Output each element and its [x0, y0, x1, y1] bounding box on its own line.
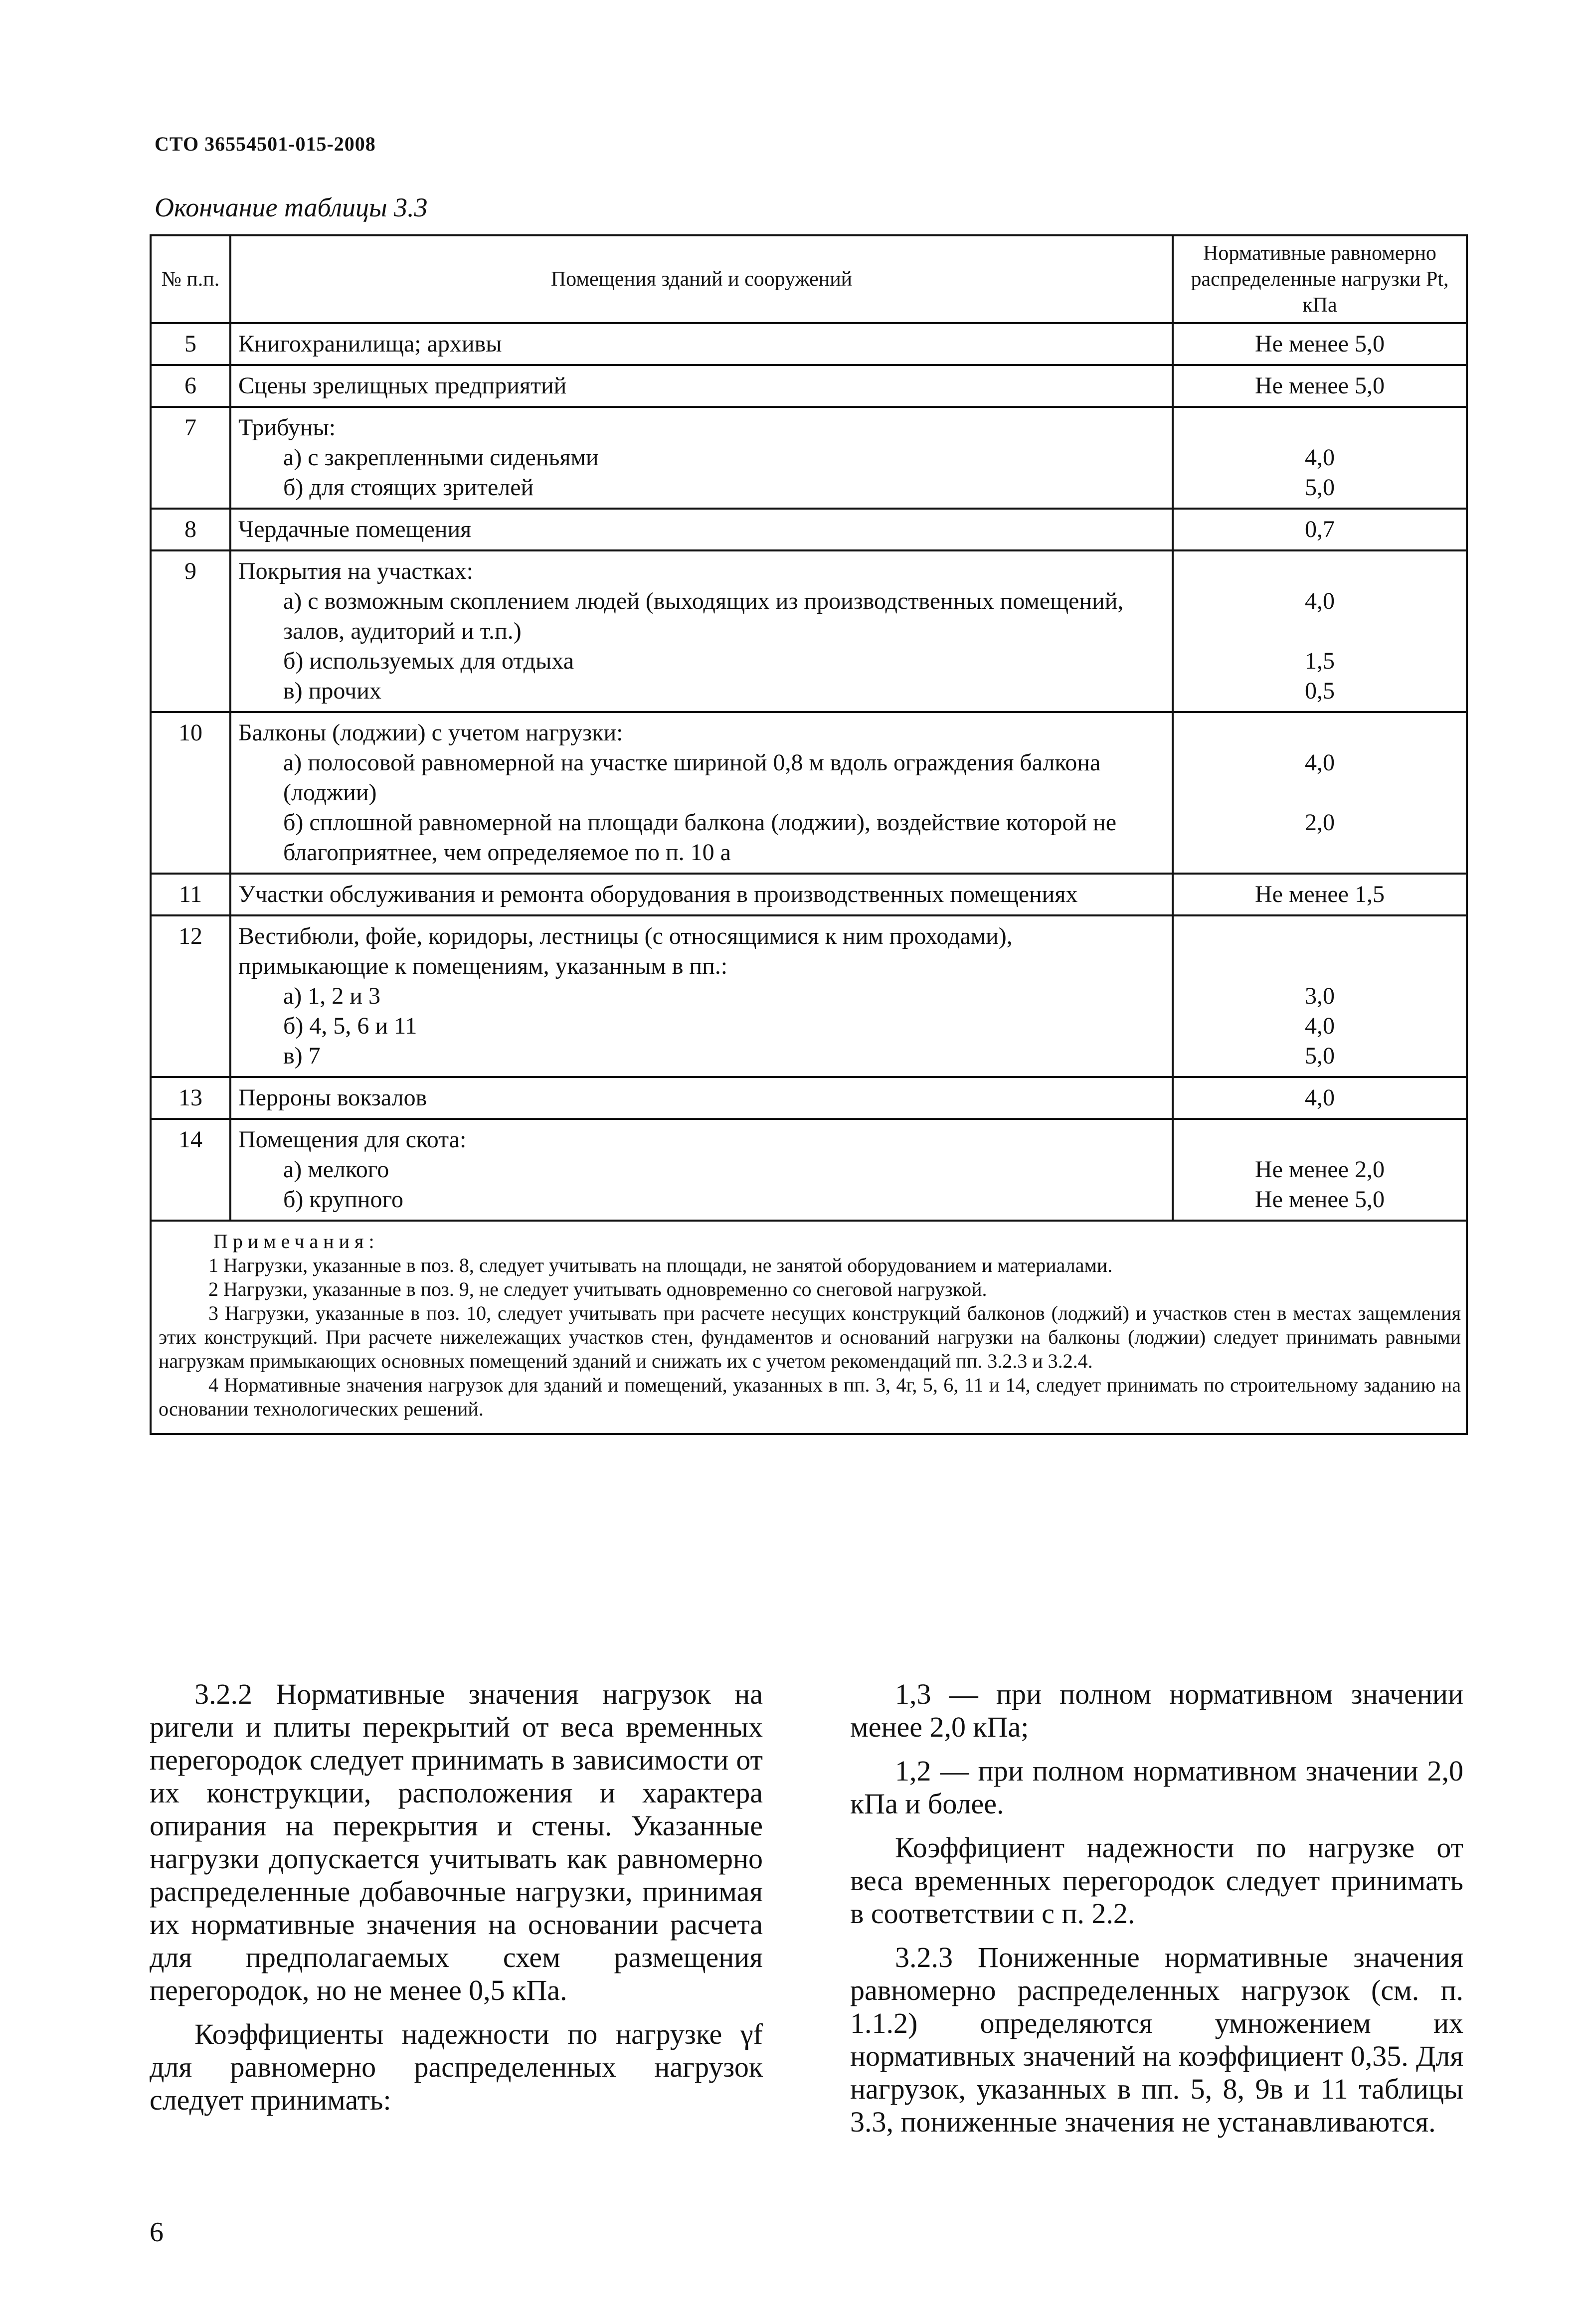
table-row: [151, 323, 1467, 365]
row-description: [230, 365, 1173, 407]
paragraph-coef-1-2: 1,2 — при полном нормативном значении 2,0 кПа и более.: [850, 1755, 1463, 1820]
row-number: 12: [151, 915, 230, 1077]
table-row: [151, 712, 1467, 874]
row-value-text: 0,7: [1305, 516, 1335, 542]
row-subitem: в) 7: [283, 1043, 321, 1069]
header-load: Нормативные равномерно распределенные нагрузки Pt, кПа: [1173, 235, 1467, 323]
row-value: [1173, 874, 1467, 915]
row-description: [230, 712, 1173, 874]
row-title: Перроны вокзалов: [238, 1084, 427, 1111]
row-number: 10: [151, 712, 230, 874]
value-spacer: [1177, 413, 1463, 443]
paragraph-3-2-3: 3.2.3 Пониженные нормативные значения равномерно распределенных нагрузок (см. п. 1.1.2) определяются умножением их нормативных значений на коэффициент 0,35. Для нагрузок, указанных в пп. 5, 8, 9в и 11 таблицы 3.3, пониженные значения не устанавливаются.: [850, 1941, 1463, 2138]
paragraph-3-2-2: 3.2.2 Нормативные значения нагрузок на ригели и плиты перекрытий от веса временных перегородок следует принимать в зависимости от их конструкции, расположения и характера опирания на перекрытия и стены. Указанные нагрузки допускается учитывать как равномерно распределенные добавочные нагрузки, принимая их нормативные значения на основании расчета для предполагаемых схем размещения перегородок, но не менее 0,5 кПа.: [150, 1678, 763, 2006]
paragraph-coef-1-3: 1,3 — при полном нормативном значении менее 2,0 кПа;: [850, 1678, 1463, 1743]
row-value-text: 4,0: [1305, 1084, 1335, 1111]
row-subitem-value: 4,0: [1305, 749, 1335, 776]
row-number: 13: [151, 1077, 230, 1119]
table-row: [151, 874, 1467, 915]
note-4: 4 Нормативные значения нагрузок для зданий и помещений, указанных в пп. 3, 4г, 5, 6, 11 и 14, следует принимать по строительному заданию на основании технологических решений.: [159, 1374, 1461, 1420]
row-title: Покрытия на участках:: [238, 558, 473, 584]
paragraph-reliability: Коэффициенты надежности по нагрузке γf для равномерно распределенных нагрузок следует принимать:: [150, 2018, 763, 2116]
row-description: [230, 323, 1173, 365]
row-value: [1173, 915, 1467, 1077]
row-subitem-value: Не менее 2,0: [1255, 1156, 1385, 1183]
value-spacer: [1177, 1125, 1463, 1155]
row-subitem-value: 3,0: [1305, 983, 1335, 1009]
row-title: Сцены зрелищных предприятий: [238, 372, 567, 399]
note-3: 3 Нагрузки, указанные в поз. 10, следует учитывать при расчете несущих конструкций балконов (лоджий) и участков стен в местах защемления этих конструкций. При расчете нижележащих участков стен, фундаментов и оснований нагрузки на балконы (лоджии) следует принимать равными нагрузкам примыкающих основных помещений зданий и снижать их с учетом рекомендаций пп. 3.2.3 и 3.2.4.: [159, 1302, 1461, 1372]
table-row: [151, 509, 1467, 550]
paragraph-partitions: Коэффициент надежности по нагрузке от веса временных перегородок следует принимать в соответствии с п. 2.2.: [850, 1831, 1463, 1930]
value-spacer: [1177, 616, 1463, 646]
row-title: Вестибюли, фойе, коридоры, лестницы (с относящимися к ним проходами), примыкающие к помещениям, указанным в пп.:: [238, 923, 1013, 979]
page-number: 6: [150, 2217, 164, 2248]
row-subitem-value: 1,5: [1305, 648, 1335, 674]
row-number: 7: [151, 407, 230, 509]
row-value: [1173, 1077, 1467, 1119]
row-number: 9: [151, 550, 230, 712]
note-2: 2 Нагрузки, указанные в поз. 9, не следует учитывать одновременно со снеговой нагрузкой.: [208, 1278, 987, 1300]
row-subitem: б) 4, 5, 6 и 11: [283, 1013, 417, 1039]
row-title: Балконы (лоджии) с учетом нагрузки:: [238, 719, 623, 746]
table-body: [151, 323, 1467, 1221]
row-subitem-value: 5,0: [1305, 474, 1335, 501]
row-description: [230, 915, 1173, 1077]
row-subitem-value: 4,0: [1305, 1013, 1335, 1039]
table-row: [151, 407, 1467, 509]
row-value-text: Не менее 5,0: [1255, 331, 1385, 357]
row-subitem: а) полосовой равномерной на участке шириной 0,8 м вдоль ограждения балкона (лоджии): [283, 749, 1101, 806]
value-spacer: [1177, 778, 1463, 808]
row-subitem: а) с возможным скоплением людей (выходящих из производственных помещений, залов, аудиторий и т.п.): [283, 588, 1124, 644]
row-number: 8: [151, 509, 230, 550]
row-description: [230, 874, 1173, 915]
row-subitem: в) прочих: [283, 678, 381, 704]
row-value: [1173, 509, 1467, 550]
value-spacer: [1177, 556, 1463, 586]
row-subitem-value: 0,5: [1305, 678, 1335, 704]
table-row: [151, 365, 1467, 407]
row-description: [230, 1077, 1173, 1119]
row-number: 5: [151, 323, 230, 365]
row-value: [1173, 550, 1467, 712]
table-row: [151, 1119, 1467, 1221]
row-subitem-value: 4,0: [1305, 444, 1335, 471]
row-number: 11: [151, 874, 230, 915]
notes-title: Примечания:: [213, 1230, 379, 1252]
row-subitem-value: 4,0: [1305, 588, 1335, 614]
header-num: № п.п.: [151, 235, 230, 323]
table-row: [151, 550, 1467, 712]
note-1: 1 Нагрузки, указанные в поз. 8, следует учитывать на площади, не занятой оборудованием и материалами.: [208, 1254, 1113, 1276]
row-value: [1173, 365, 1467, 407]
row-subitem: а) с закрепленными сиденьями: [283, 444, 599, 471]
document-code: СТО 36554501-015-2008: [155, 133, 376, 155]
row-description: [230, 407, 1173, 509]
table-row: [151, 915, 1467, 1077]
row-subitem: б) сплошной равномерной на площади балкона (лоджии), воздействие которой не благоприятнее, чем определяемое по п. 10 а: [283, 809, 1117, 866]
row-value: [1173, 407, 1467, 509]
table-row: [151, 1077, 1467, 1119]
body-right-column: [850, 1678, 1463, 2149]
row-number: 6: [151, 365, 230, 407]
loads-table: [150, 234, 1468, 1435]
row-value-text: Не менее 5,0: [1255, 372, 1385, 399]
header-premises: Помещения зданий и сооружений: [230, 235, 1173, 323]
row-subitem: б) используемых для отдыха: [283, 648, 574, 674]
row-description: [230, 550, 1173, 712]
row-subitem: а) 1, 2 и 3: [283, 983, 380, 1009]
value-spacer: [1177, 921, 1463, 981]
row-value: [1173, 712, 1467, 874]
row-number: 14: [151, 1119, 230, 1221]
row-subitem: б) для стоящих зрителей: [283, 474, 534, 501]
row-title: Участки обслуживания и ремонта оборудования в производственных помещениях: [238, 881, 1078, 907]
row-title: Книгохранилища; архивы: [238, 331, 502, 357]
row-subitem-value: 2,0: [1305, 809, 1335, 836]
row-description: [230, 1119, 1173, 1221]
row-value: [1173, 1119, 1467, 1221]
table-caption: Окончание таблицы 3.3: [155, 192, 428, 222]
value-spacer: [1177, 718, 1463, 748]
row-subitem-value: Не менее 5,0: [1255, 1186, 1385, 1213]
body-left-column: [150, 1678, 763, 2128]
row-value-text: Не менее 1,5: [1255, 881, 1385, 907]
row-subitem: б) крупного: [283, 1186, 403, 1213]
row-description: [230, 509, 1173, 550]
row-title: Помещения для скота:: [238, 1126, 467, 1153]
row-value: [1173, 323, 1467, 365]
row-title: Чердачные помещения: [238, 516, 472, 542]
notes-cell: [151, 1221, 1467, 1434]
row-title: Трибуны:: [238, 414, 336, 441]
value-spacer: [1177, 838, 1463, 868]
row-subitem: а) мелкого: [283, 1156, 389, 1183]
row-subitem-value: 5,0: [1305, 1043, 1335, 1069]
